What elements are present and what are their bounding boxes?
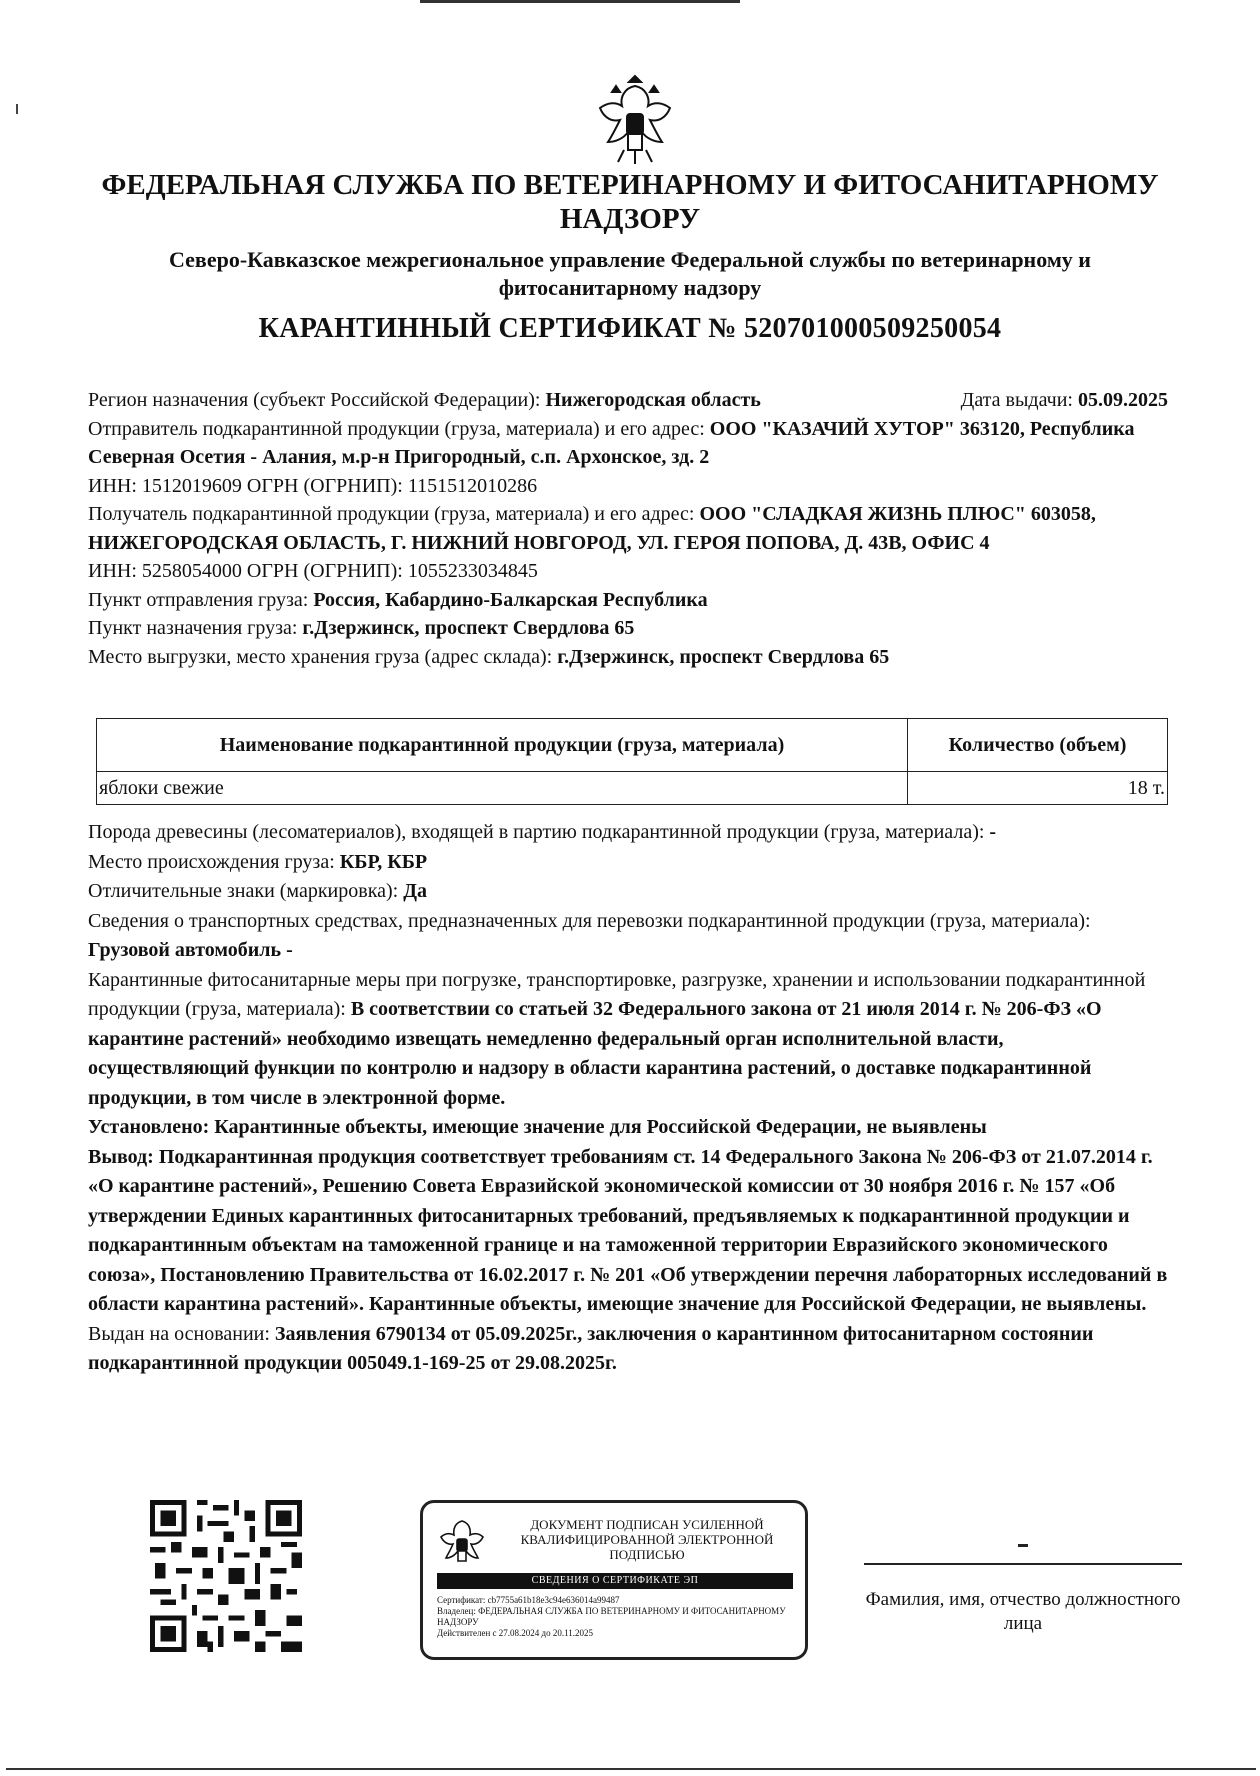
sender-label: Отправитель подкарантинной продукции (груза, материала) и его адрес:	[88, 417, 705, 440]
issue-date	[961, 386, 1168, 415]
marking-value: Да	[403, 880, 427, 902]
region-label: Регион назначения (субъект Российской Федерации):	[88, 389, 541, 411]
region-value: Нижегородская область	[545, 389, 761, 411]
basis-label: Выдан на основании:	[88, 1322, 270, 1345]
certificate-details	[88, 818, 1168, 1379]
recipient-value: ООО "СЛАДКАЯ ЖИЗНЬ ПЛЮС" 603058, НИЖЕГОРОДСКАЯ ОБЛАСТЬ, Г. НИЖНИЙ НОВГОРОД, УЛ. ГЕРОЯ ПОПОВА, Д. 43В, ОФИС 4	[88, 503, 1096, 554]
goods-qty-cell: 18 т.	[908, 772, 1168, 805]
origin-point-value: Россия, Кабардино-Балкарская Республика	[313, 588, 708, 611]
eagle-emblem-icon	[439, 1517, 485, 1569]
place-origin-label: Место происхождения груза:	[88, 850, 335, 873]
bottom-scan-line	[6, 1768, 1256, 1770]
sender-row	[88, 415, 1168, 472]
marking-label: Отличительные знаки (маркировка):	[88, 880, 399, 902]
stamp-heading: ДОКУМЕНТ ПОДПИСАН УСИЛЕННОЙ КВАЛИФИЦИРОВАННОЙ ЭЛЕКТРОННОЙ ПОДПИСЬЮ	[520, 1517, 774, 1562]
basis-value: Заявления 6790134 от 05.09.2025г., заключения о карантинном фитосанитарном состоянии подкарантинной продукции 005049.1-169-25 от 29.08.2025г.	[88, 1322, 1094, 1374]
unload-place-value: г.Дзержинск, проспект Свердлова 65	[557, 645, 890, 668]
marking-row	[88, 877, 1168, 907]
measures-label: Карантинные фитосанитарные меры при погрузке, транспортировке, разгрузке, хранении и использовании подкарантинной продукции (груза, материала):	[88, 968, 1146, 1020]
stamp-info	[437, 1595, 797, 1639]
region-row	[88, 386, 1168, 415]
stamp-certificate-line: Сертификат: cb7755a61b18e3c94e636014a99487	[437, 1595, 620, 1605]
sender-ogrn: 1151512010286	[407, 474, 538, 497]
certificate-title: КАРАНТИННЫЙ СЕРТИФИКАТ № 5207010005092500​54	[258, 313, 1002, 344]
wood-label: Порода древесины (лесоматериалов), входящей в партию подкарантинной продукции (груза, материала):	[88, 821, 985, 843]
goods-table-header	[97, 719, 1168, 772]
goods-name-cell: яблоки свежие	[97, 772, 908, 805]
conclusion-text: Вывод: Подкарантинная продукция соответствует требованиям ст. 14 Федерального Закона № 206-ФЗ от 21.07.2014 г. «О карантине растений», Решению Совета Евразийской экономической комиссии от 30 ноября 2016 г. № 157 «Об утверждении Единых карантинных фитосанитарных требований, предъявляемых к подкарантинной продукции и подкарантинным объектам на таможенной границе и на таможенной территории Евразийского экономического союза», Постановлению Правительства от 16.02.2017 г. № 201 «Об утверждении перечня лабораторных исследований в области карантина растений». Карантинные объекты, имеющие значение для Российской Федерации, не выявлены.	[88, 1145, 1168, 1315]
issue-date-label: Дата выдачи:	[960, 389, 1073, 411]
recipient-row	[88, 500, 1168, 557]
destination-point-label: Пункт назначения груза:	[88, 617, 298, 639]
recipient-ids-row	[88, 557, 1168, 586]
measures-value: В соответствии со статьей 32 Федерального закона от 21 июля 2014 г. № 206-ФЗ «О карантине растений» необходимо извещать немедленно федеральный орган исполнительной власти, осуществляющий функции по контролю и надзору в области карантина растений, о доставке подкарантинной продукции, в том числе в электронной форме.	[88, 998, 1102, 1109]
scan-edge-mark	[16, 104, 18, 114]
goods-qty-header: Количество (объем)	[908, 719, 1168, 772]
issue-date-value: 05.09.2025	[1078, 389, 1168, 411]
signature-mark	[1018, 1544, 1028, 1547]
recipient-ogrn-label: ОГРН (ОГРНИП):	[246, 560, 403, 582]
unload-place-row	[88, 643, 1168, 672]
recipient-inn: 5258054000	[141, 560, 242, 582]
established-text: Установлено: Карантинные объекты, имеющие значение для Российской Федерации, не выявлены	[88, 1116, 987, 1138]
goods-table	[96, 718, 1168, 805]
table-row	[97, 772, 1168, 805]
certificate-fields	[88, 386, 1168, 671]
regional-office-name: Северо-Кавказское межрегиональное управление Федеральной службы по ветеринарному и фитосанитарному надзору	[169, 247, 1091, 300]
sender-value: ООО "КАЗАЧИЙ ХУТОР" 363120, Республика Северная Осетия - Алания, м.р-н Пригородный, с.п. Архонское, зд. 2	[88, 417, 1135, 468]
sender-inn-label: ИНН:	[88, 474, 137, 497]
stamp-validity-line: Действителен с 27.08.2024 до 20.11.2025	[437, 1628, 594, 1638]
wood-value: -	[989, 821, 997, 843]
eagle-emblem-icon	[594, 72, 676, 168]
stamp-certificate-bar: СВЕДЕНИЯ О СЕРТИФИКАТЕ ЭП	[437, 1573, 793, 1589]
measures-row	[88, 966, 1168, 1114]
transport-value: Грузовой автомобиль -	[88, 939, 293, 961]
place-origin-value: КБР, КБР	[339, 850, 428, 873]
e-signature-stamp	[420, 1500, 808, 1660]
sender-ogrn-label: ОГРН (ОГРНИП):	[246, 474, 403, 497]
destination-point-row	[88, 614, 1168, 643]
recipient-label: Получатель подкарантинной продукции (груза, материала) и его адрес:	[88, 503, 695, 525]
origin-point-row	[88, 586, 1168, 615]
destination-point-value: г.Дзержинск, проспект Свердлова 65	[302, 617, 635, 639]
unload-place-label: Место выгрузки, место хранения груза (адрес склада):	[88, 645, 553, 668]
signature-caption: Фамилия, имя, отчество должностного лица	[865, 1589, 1181, 1634]
qr-code-icon	[150, 1500, 302, 1652]
signature-line	[864, 1563, 1182, 1565]
origin-point-label: Пункт отправления груза:	[88, 588, 309, 611]
place-origin-row	[88, 848, 1168, 878]
organization-name: ФЕДЕРАЛЬНАЯ СЛУЖБА ПО ВЕТЕРИНАРНОМУ И ФИТОСАНИТАРНОМУ НАДЗОРУ	[101, 169, 1159, 235]
transport-row	[88, 907, 1168, 966]
wood-row	[88, 818, 1168, 848]
stamp-owner-line: Владелец: ФЕДЕРАЛЬНАЯ СЛУЖБА ПО ВЕТЕРИНАРНОМУ И ФИТОСАНИТАРНОМУ НАДЗОРУ	[437, 1606, 786, 1627]
transport-label: Сведения о транспортных средствах, предназначенных для перевозки подкарантинной продукции (груза, материала):	[88, 909, 1091, 932]
top-scan-line	[420, 0, 740, 3]
sender-ids-row	[88, 472, 1168, 501]
basis-row	[88, 1320, 1168, 1379]
recipient-inn-label: ИНН:	[88, 560, 137, 582]
sender-inn: 1512019609	[141, 474, 242, 497]
goods-name-header: Наименование подкарантинной продукции (груза, материала)	[97, 719, 908, 772]
recipient-ogrn: 1055233034845	[407, 560, 538, 582]
